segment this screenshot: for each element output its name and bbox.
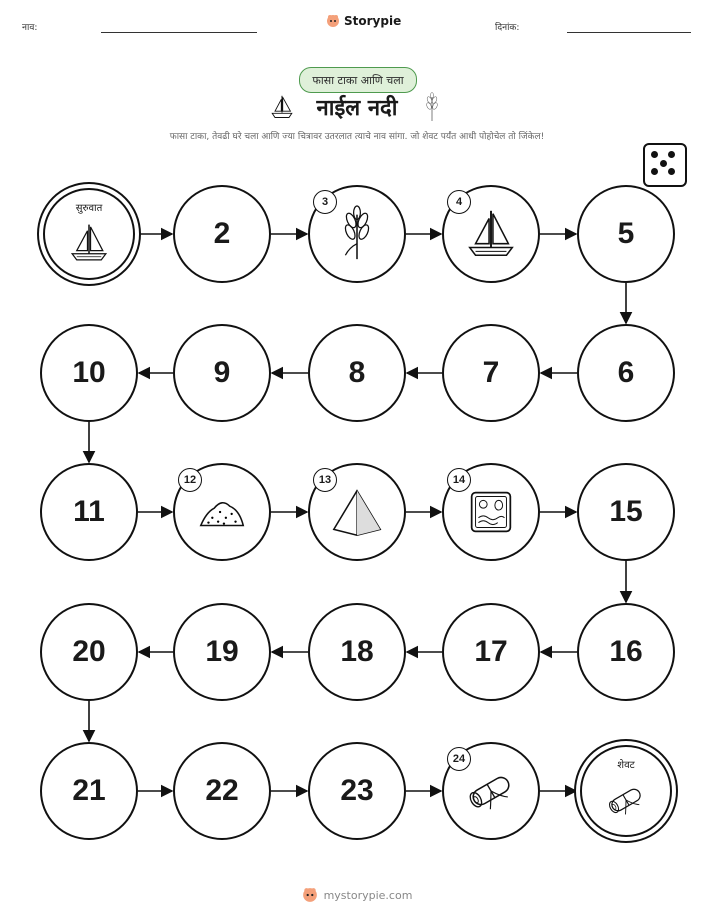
cell-number: 8 [348,356,366,389]
instructions: फासा टाका, तेवढी घरे चला आणि ज्या चित्रावर उतरलात त्याचे नाव सांगा. जो शेवट पर्यंत आधी पोहोचेल तो जिंकेल! [169,132,545,142]
board-cell [308,324,406,422]
start-cell [43,188,135,280]
board-cell [308,603,406,701]
boat-icon [66,220,112,266]
board-cell [577,603,675,701]
board-cell [173,324,271,422]
brand-name: Storypie [344,14,402,28]
board-cell [577,324,675,422]
footer-mascot-icon [302,887,318,903]
cell-number-badge: 13 [313,468,337,492]
cell-number-badge: 12 [178,468,202,492]
board-cell [40,324,138,422]
papyrus-scroll-icon [603,777,649,823]
board-cell [173,742,271,840]
sand-pile-icon [193,483,251,541]
hieroglyph-tablet-icon [462,483,520,541]
cell-label: शेवट [617,760,635,771]
cell-number: 16 [609,635,643,668]
date-label: दिनांक: [495,23,520,33]
cell-number: 22 [205,774,239,807]
board-cell [40,742,138,840]
cell-number: 18 [340,635,374,668]
cell-number: 11 [73,495,105,528]
footer [0,887,714,903]
cell-number: 19 [205,635,239,668]
board-cell [40,603,138,701]
wheat-icon [328,205,386,263]
cell-number: 23 [340,774,374,807]
cell-number: 9 [213,356,231,389]
cell-number: 17 [474,635,508,668]
cell-number: 21 [72,774,106,807]
board-cell [442,603,540,701]
board-cell [442,324,540,422]
board-cell [173,185,271,283]
cell-number: 5 [617,217,635,250]
boat-icon [462,205,520,263]
board-cell [173,603,271,701]
board-cell [577,185,675,283]
cell-number-badge: 24 [447,747,471,771]
cell-number: 10 [72,356,106,389]
cell-number-badge: 14 [447,468,471,492]
cell-number: 20 [72,635,106,668]
footer-site: mystorypie.com [323,888,413,902]
finish-cell [580,745,672,837]
pyramid-icon [328,483,386,541]
cell-label: सुरुवात [75,203,103,214]
page-title: नाईल नदी [316,96,398,121]
name-label: नाव: [22,23,38,33]
cell-number: 15 [609,495,643,528]
papyrus-scroll-icon [462,762,520,820]
cell-number: 6 [617,356,635,389]
cell-number: 7 [482,356,500,389]
cell-number-badge: 4 [447,190,471,214]
board-cell [577,463,675,561]
cell-number: 2 [213,217,231,250]
game-tag: फासा टाका आणि चला [299,67,417,93]
board-cell [40,463,138,561]
cell-number-badge: 3 [313,190,337,214]
board-cell [308,742,406,840]
